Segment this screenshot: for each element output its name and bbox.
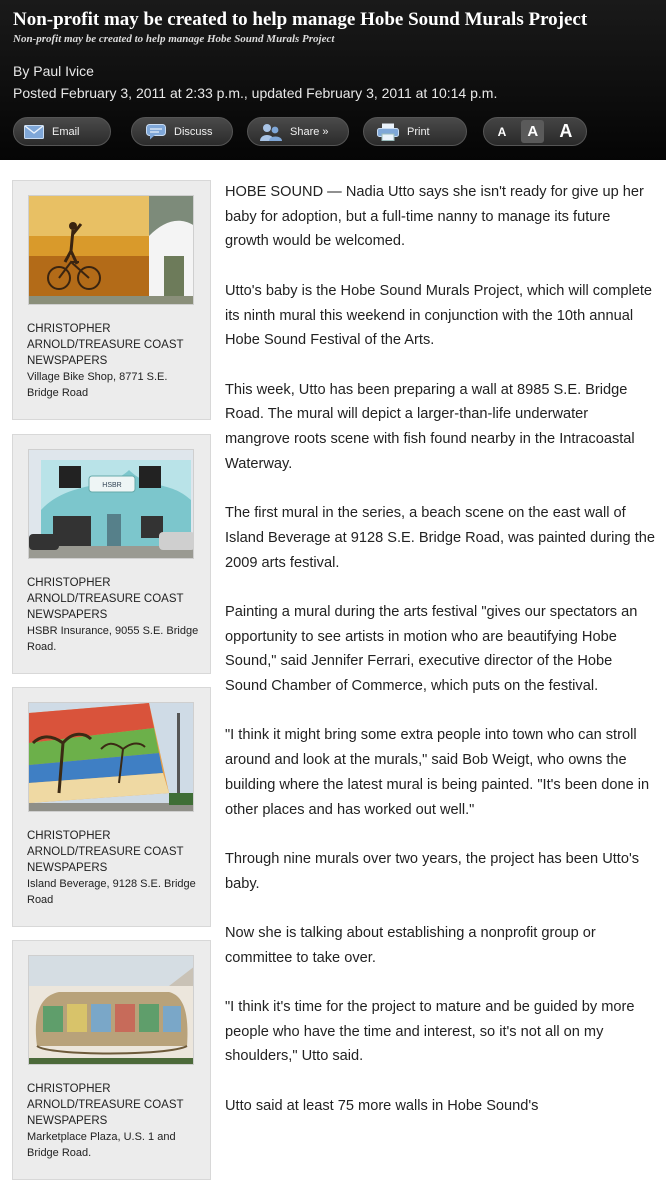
- beach-mural-image: [29, 703, 194, 812]
- mural-photo[interactable]: [28, 195, 194, 305]
- article-body: [225, 180, 655, 1143]
- article-paragraph: The first mural in the series, a beach scene on the east wall of Island Beverage at 9128 S.E. Bridge Road, was painted during the 2009 arts festival.: [225, 505, 655, 571]
- article-paragraph: "I think it might bring some extra people into town who can stroll around and look at the murals," said Bob Weigt, who owns the building where the latest mural is being painted. "It's been done in other places and has worked out well.": [225, 727, 650, 818]
- email-button[interactable]: [13, 117, 111, 146]
- article-paragraph: "I think it's time for the project to mature and be guided by more people who have the time and interest, so it's not all on my shoulders," Utto said.: [225, 999, 635, 1065]
- plaza-mural-image: [29, 956, 194, 1065]
- subheadline: Non-profit may be created to help manage Hobe Sound Murals Project: [13, 33, 335, 45]
- text-size-large-button[interactable]: A: [559, 121, 573, 141]
- speech-bubble-icon: [146, 124, 166, 140]
- building-sign-text: HSBR: [102, 482, 122, 489]
- photo-caption: [27, 1081, 202, 1161]
- photo-credit: CHRISTOPHER ARNOLD/TREASURE COAST NEWSPAPERS: [27, 577, 184, 621]
- print-label: Print: [407, 125, 430, 138]
- photo-card: [12, 687, 211, 927]
- print-button[interactable]: [363, 117, 467, 146]
- discuss-button[interactable]: [131, 117, 233, 146]
- article-toolbar: [13, 117, 653, 146]
- photo-credit: CHRISTOPHER ARNOLD/TREASURE COAST NEWSPAPERS: [27, 323, 184, 367]
- mural-photo[interactable]: [28, 702, 194, 812]
- text-size-controls: [483, 117, 587, 146]
- text-size-small-button[interactable]: A: [497, 124, 507, 139]
- photo-description: Island Beverage, 9128 S.E. Bridge Road: [27, 878, 196, 906]
- share-button[interactable]: [247, 117, 349, 146]
- article-paragraph: HOBE SOUND — Nadia Utto says she isn't ready for give up her baby for adoption, but a full-time nanny to manage its future growth would be welcomed.: [225, 184, 644, 250]
- article-paragraph: Through nine murals over two years, the project has been Utto's baby.: [225, 850, 640, 892]
- photo-credit: CHRISTOPHER ARNOLD/TREASURE COAST NEWSPAPERS: [27, 830, 184, 874]
- headline: Non-profit may be created to help manage Hobe Sound Murals Project: [13, 9, 588, 30]
- printer-icon: [377, 123, 399, 141]
- article-paragraph: Painting a mural during the arts festival "gives our spectators an opportunity to see artists in motion who are beautifying Hobe Sound," said Jennifer Ferrari, executive director of the Hobe Sound Chamber of Commerce, which puts on the festival.: [225, 603, 638, 694]
- photo-card: [12, 940, 211, 1180]
- people-icon: [260, 123, 282, 141]
- envelope-icon: [24, 125, 44, 139]
- photo-credit: CHRISTOPHER ARNOLD/TREASURE COAST NEWSPAPERS: [27, 1083, 184, 1127]
- text-size-medium-button[interactable]: A: [521, 120, 544, 143]
- email-label: Email: [52, 125, 80, 138]
- cyclist-mural-image: [29, 196, 194, 305]
- photo-description: HSBR Insurance, 9055 S.E. Bridge Road.: [27, 625, 199, 653]
- photo-card: [12, 434, 211, 674]
- discuss-label: Discuss: [174, 125, 213, 138]
- article-paragraph: This week, Utto has been preparing a wall at 8985 S.E. Bridge Road. The mural will depict a larger-than-life underwater mangrove roots scene with fish found nearby in the Intracoastal Waterway.: [225, 381, 635, 472]
- mural-photo[interactable]: [28, 449, 194, 559]
- article-paragraph: Now she is talking about establishing a nonprofit group or committee to take over.: [225, 924, 596, 966]
- photo-caption: [27, 321, 202, 401]
- article-header: [0, 0, 666, 160]
- photo-card: [12, 180, 211, 420]
- article-paragraph: Utto's baby is the Hobe Sound Murals Project, which will complete its ninth mural this weekend in conjunction with the 10th annual Hobe Sound Festival of the Arts.: [225, 282, 653, 349]
- photo-description: Marketplace Plaza, U.S. 1 and Bridge Road.: [27, 1131, 176, 1159]
- mural-photo[interactable]: [28, 955, 194, 1065]
- insurance-building-image: [29, 450, 194, 559]
- photo-description: Village Bike Shop, 8771 S.E. Bridge Road: [27, 371, 168, 399]
- photo-caption: [27, 575, 202, 655]
- share-label: Share »: [290, 125, 329, 138]
- byline: By Paul Ivice: [13, 63, 94, 79]
- posted-date: Posted February 3, 2011 at 2:33 p.m., updated February 3, 2011 at 10:14 p.m.: [13, 85, 498, 101]
- photo-caption: [27, 828, 202, 908]
- article-paragraph: Utto said at least 75 more walls in Hobe Sound's: [225, 1097, 539, 1114]
